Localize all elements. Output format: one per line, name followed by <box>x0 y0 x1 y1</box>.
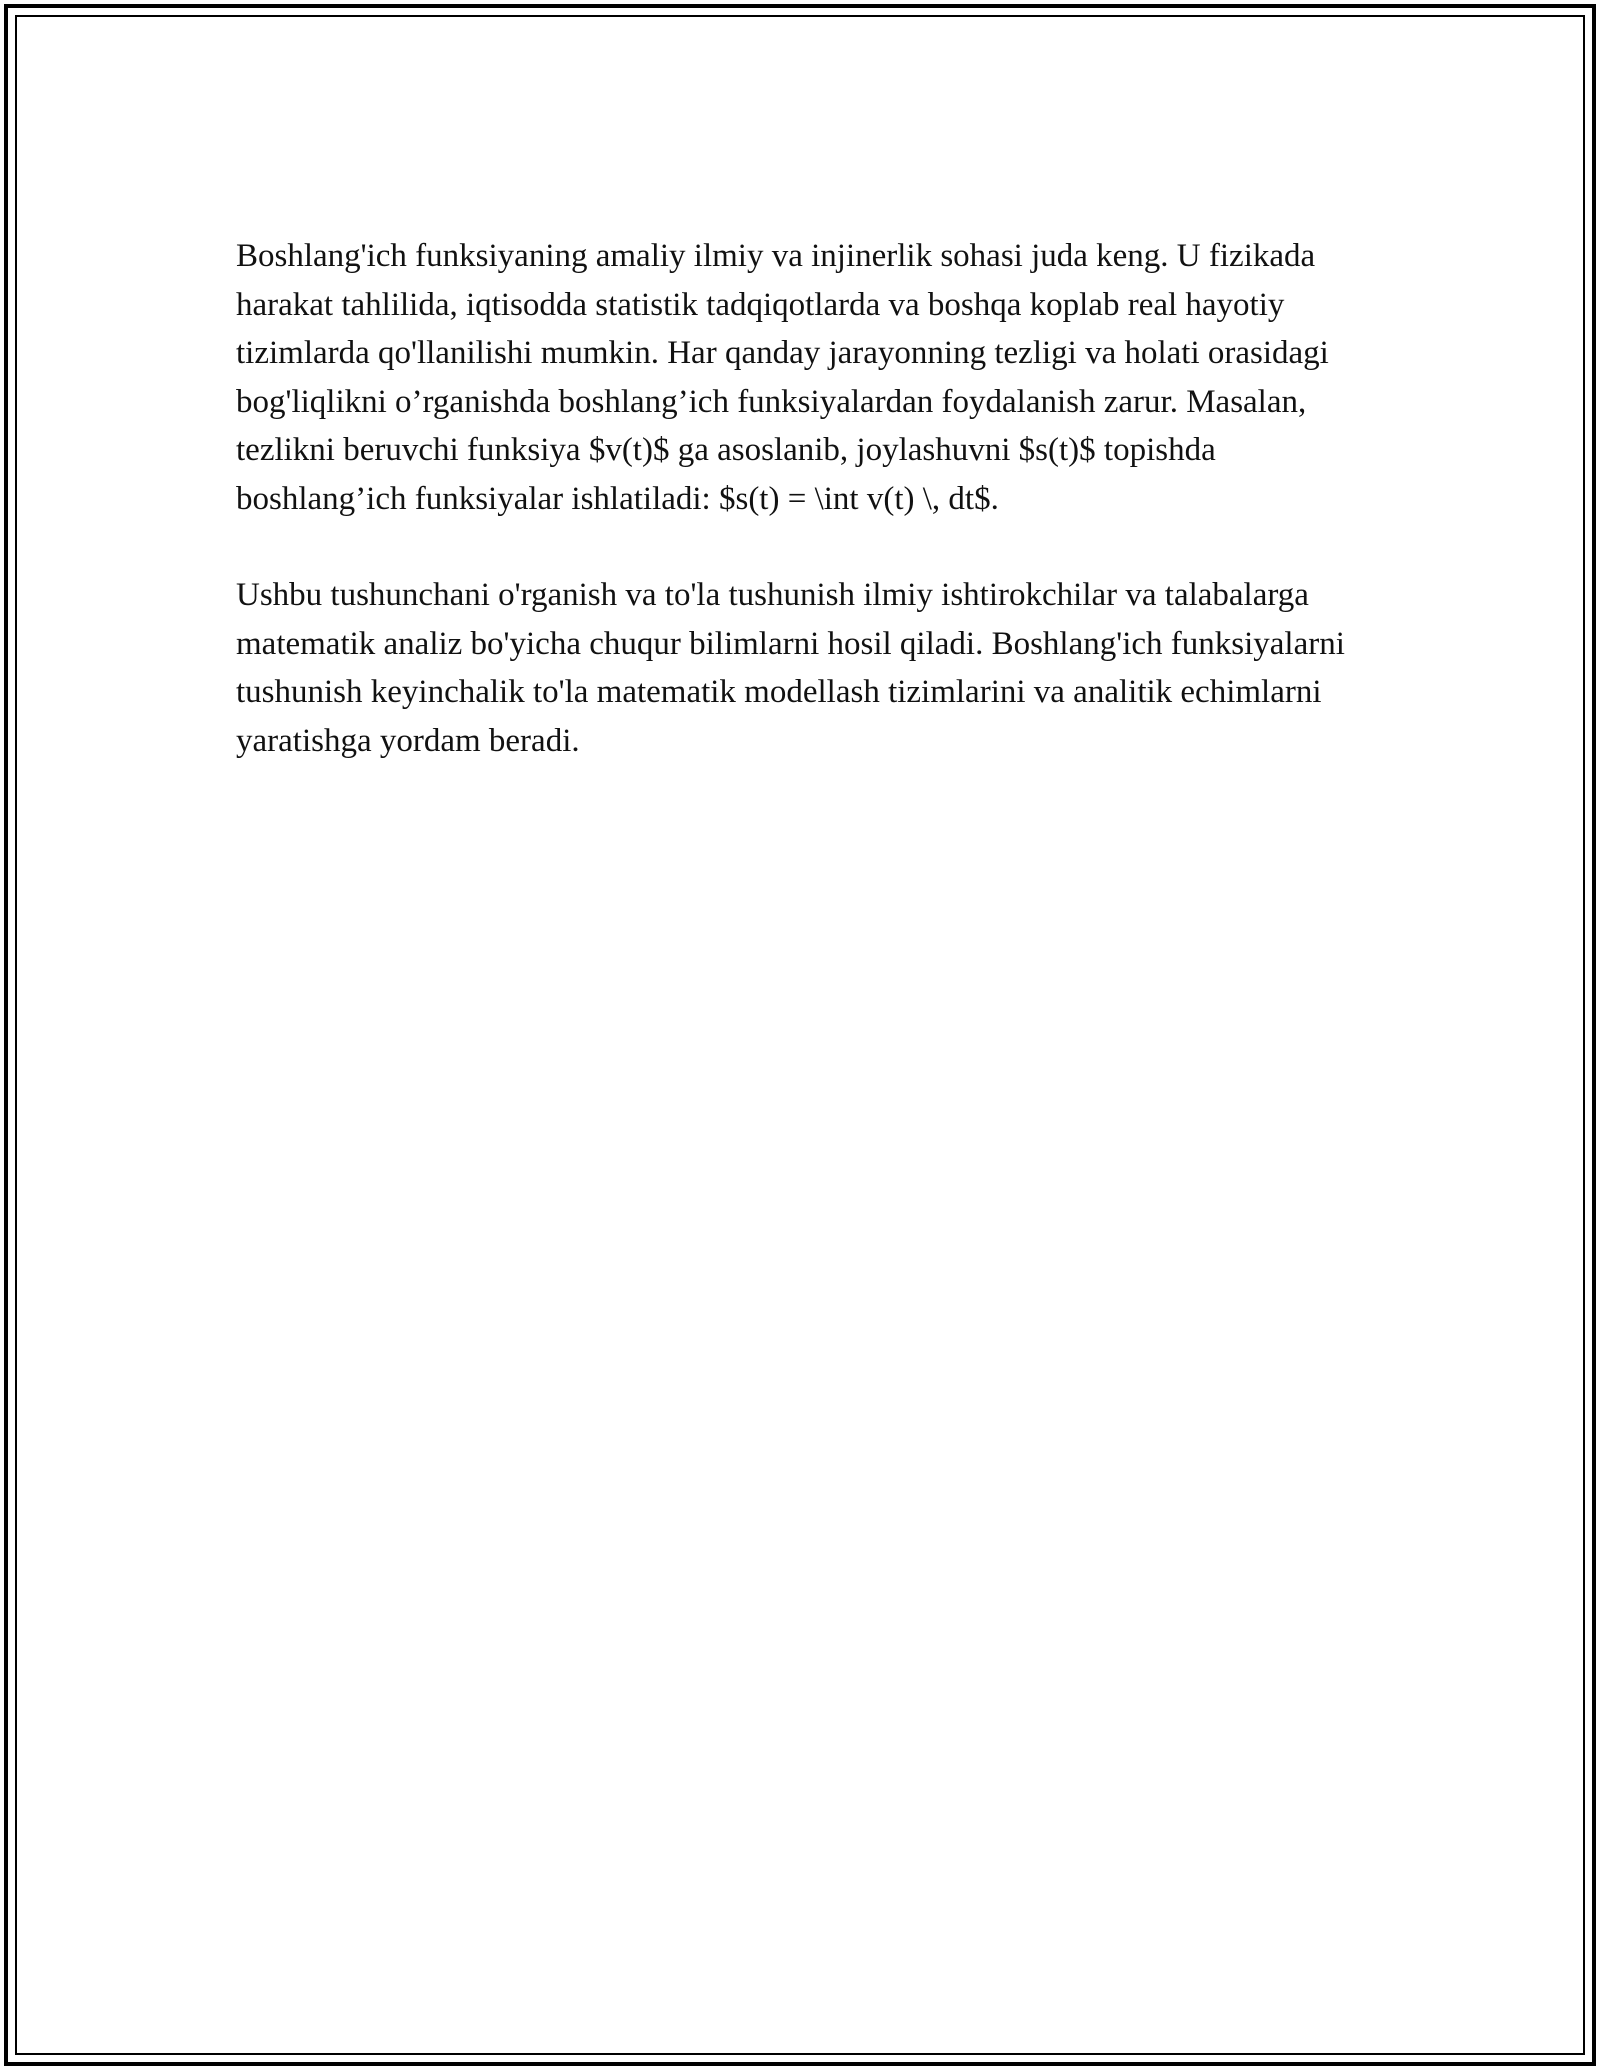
paragraph-understanding: Ushbu tushunchani o'rganish va to'la tushunish ilmiy ishtirokchilar va talabalarga matematik analiz bo'yicha chuqur bilimlarni hosil qiladi. Boshlang'ich funksiyalarni tushunish keyinchalik to'la matematik modellash tizimlarini va analitik echimlarni yaratishga yordam beradi. <box>236 577 1345 759</box>
document-body <box>236 232 1356 765</box>
paragraph-applications: Boshlang'ich funksiyaning amaliy ilmiy va injinerlik sohasi juda keng. U fizikada harakat tahlilida, iqtisodda statistik tadqiqotlarda va boshqa koplab real hayotiy tizimlarda qo'llanilishi mumkin. Har qanday jarayonning tezligi va holati orasidagi bog'liqlikni o’rganishda boshlang’ich funksiyalardan foydalanish zarur. Masalan, tezlikni beruvchi funksiya $v(t)$ ga asoslanib, joylashuvni $s(t)$ topishda boshlang’ich funksiyalar ishlatiladi: $s(t) = \int v(t) \, dt$. <box>236 238 1329 517</box>
